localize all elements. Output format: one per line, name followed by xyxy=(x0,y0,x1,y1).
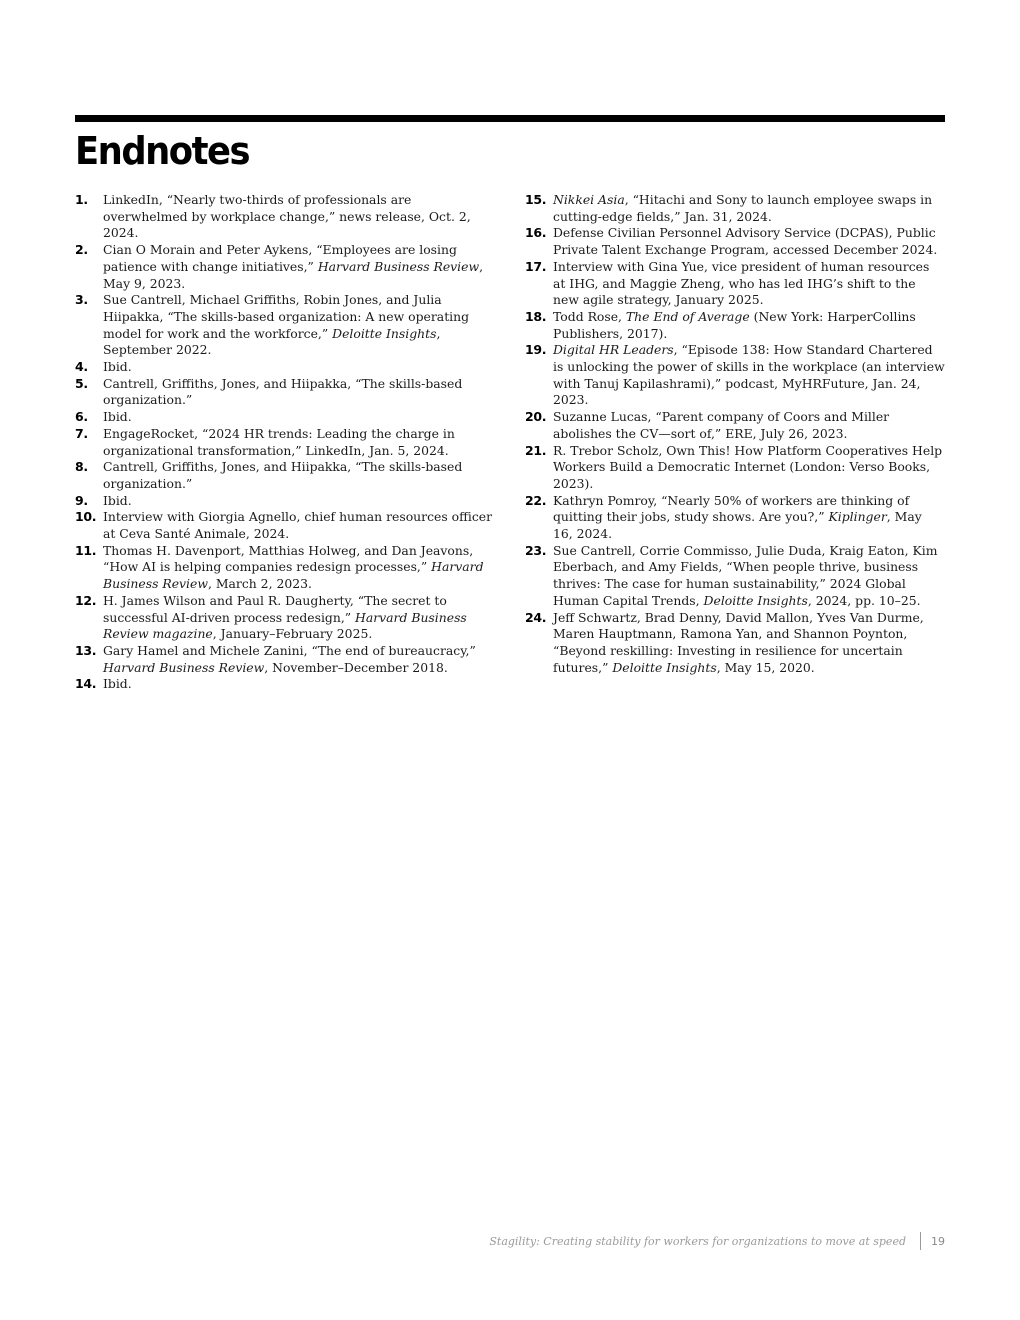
endnote-item xyxy=(75,242,495,292)
endnote-text xyxy=(103,359,495,376)
endnote-italic-title: Deloitte Insights xyxy=(612,659,717,675)
endnote-italic-title: Deloitte Insights xyxy=(332,325,437,341)
endnote-item xyxy=(525,409,945,442)
endnote-text-segment: , “Episode 138: How Standard Chartered is unlocking the power of skills in the workplace (an interview with Tanuj Kapilashrami),” podcast, MyHRFuture, Jan. 24, 2023. xyxy=(553,342,945,408)
endnote-item xyxy=(75,593,495,643)
endnote-text-segment: Cantrell, Griffiths, Jones, and Hiipakka, “The skills-based organization.” xyxy=(103,375,463,408)
endnote-item xyxy=(75,459,495,492)
endnote-number: 10. xyxy=(75,509,97,525)
endnote-text xyxy=(553,342,945,409)
endnote-text xyxy=(553,493,945,543)
endnotes-column-right xyxy=(525,192,945,676)
endnote-text-segment: Defense Civilian Personnel Advisory Service (DCPAS), Public Private Talent Exchange Program, accessed December 2024. xyxy=(553,225,938,258)
endnote-text xyxy=(103,409,495,426)
endnote-text-segment: LinkedIn, “Nearly two-thirds of professionals are overwhelmed by workplace change,” news release, Oct. 2, 2024. xyxy=(103,192,471,241)
endnote-text-segment: Todd Rose, xyxy=(553,308,626,324)
endnote-text-segment: , May 9, 2023. xyxy=(103,258,484,291)
endnote-text-segment: EngageRocket, “2024 HR trends: Leading the charge in organizational transformation,” LinkedIn, Jan. 5, 2024. xyxy=(103,425,455,458)
endnote-text-segment: , “Hitachi and Sony to launch employee swaps in cutting-edge fields,” Jan. 31, 2024. xyxy=(553,192,933,224)
endnote-number: 18. xyxy=(525,308,547,324)
endnote-text-segment: Ibid. xyxy=(103,676,132,692)
endnote-number: 2. xyxy=(75,242,88,258)
endnote-text-segment: H. James Wilson and Paul R. Daugherty, “The secret to successful AI-driven process redesign,” xyxy=(103,592,447,625)
endnote-text xyxy=(103,676,495,693)
endnote-number: 19. xyxy=(525,342,547,358)
endnote-item xyxy=(75,409,495,426)
endnote-italic-title: Harvard Business Review magazine xyxy=(103,609,467,642)
endnote-number: 7. xyxy=(75,425,88,441)
endnote-number: 5. xyxy=(75,375,88,391)
endnote-number: 23. xyxy=(525,542,547,558)
endnote-text-segment: Cantrell, Griffiths, Jones, and Hiipakka, “The skills-based organization.” xyxy=(103,459,463,491)
endnote-number: 4. xyxy=(75,359,88,375)
endnote-text-segment: Jeff Schwartz, Brad Denny, David Mallon, Yves Van Durme, Maren Hauptmann, Ramona Yan, and Shannon Poynton, “Beyond reskilling: Investing in resilience for uncertain futures,” xyxy=(553,609,924,675)
endnote-text-segment: , January–February 2025. xyxy=(212,626,373,642)
endnote-text xyxy=(103,192,495,242)
endnote-number: 9. xyxy=(75,492,88,508)
endnote-text xyxy=(553,610,945,677)
endnote-number: 16. xyxy=(525,225,547,241)
endnote-item xyxy=(75,426,495,459)
endnote-number: 12. xyxy=(75,592,97,608)
endnote-text xyxy=(103,543,495,593)
title-rule xyxy=(75,115,945,122)
endnote-text-segment: Suzanne Lucas, “Parent company of Coors and Miller abolishes the CV—sort of,” ERE, July 26, 2023. xyxy=(553,409,890,441)
endnote-text xyxy=(553,543,945,610)
endnote-italic-title: Harvard Business Review xyxy=(317,258,480,274)
endnote-text-segment: , September 2022. xyxy=(103,325,441,358)
endnote-item xyxy=(75,543,495,593)
endnote-text xyxy=(103,376,495,409)
endnote-number: 13. xyxy=(75,642,97,658)
endnote-item xyxy=(525,259,945,309)
endnote-italic-title: Nikkei Asia xyxy=(553,192,625,207)
endnote-item xyxy=(75,643,495,676)
endnote-text-segment: Interview with Gina Yue, vice president of human resources at IHG, and Maggie Zheng, who has led IHG’s shift to the new agile strategy, January 2025. xyxy=(553,258,930,308)
endnote-number: 20. xyxy=(525,409,547,425)
endnote-italic-title: The End of Average xyxy=(625,308,750,324)
endnotes-column-left xyxy=(75,192,495,693)
endnote-italic-title: Harvard Business Review xyxy=(103,659,265,675)
endnote-number: 8. xyxy=(75,459,88,475)
endnote-text xyxy=(103,593,495,643)
endnote-text xyxy=(553,192,945,225)
endnote-item xyxy=(75,192,495,242)
endnote-text xyxy=(553,309,945,342)
page-title: Endnotes xyxy=(75,129,250,173)
endnote-text-segment: (New York: HarperCollins Publishers, 2017). xyxy=(553,308,916,341)
endnote-text-segment: Cian O Morain and Peter Aykens, “Employees are losing patience with change initiatives,” xyxy=(103,242,457,274)
endnote-text-segment: Gary Hamel and Michele Zanini, “The end of bureaucracy,” xyxy=(103,642,476,658)
endnote-text xyxy=(103,643,495,676)
endnote-number: 3. xyxy=(75,292,88,308)
page-number: 19 xyxy=(931,1234,945,1248)
endnotes-list-left xyxy=(75,192,495,693)
endnote-number: 14. xyxy=(75,676,97,692)
endnote-number: 21. xyxy=(525,442,547,458)
endnote-italic-title: Kiplinger xyxy=(828,509,887,525)
endnote-number: 1. xyxy=(75,192,88,207)
endnote-item xyxy=(75,292,495,359)
endnote-item xyxy=(525,543,945,610)
endnote-item xyxy=(525,225,945,258)
endnote-text-segment: , March 2, 2023. xyxy=(207,576,312,592)
endnote-text xyxy=(553,409,945,442)
endnote-item xyxy=(75,509,495,542)
endnote-item xyxy=(75,493,495,510)
footer-document-title: Stagility: Creating stability for workers for organizations to move at speed xyxy=(489,1234,906,1248)
endnote-text-segment: , May 16, 2024. xyxy=(553,509,922,542)
endnote-text-segment: Ibid. xyxy=(103,409,132,425)
endnote-number: 24. xyxy=(525,609,547,625)
endnote-text xyxy=(103,493,495,510)
endnote-text-segment: Sue Cantrell, Corrie Commisso, Julie Duda, Kraig Eaton, Kim Eberbach, and Amy Fields, “When people thrive, business thrives: The case for human sustainability,” 2024 Global Human Capital Trends, xyxy=(553,542,938,608)
page-footer xyxy=(489,1232,945,1250)
endnote-item xyxy=(75,376,495,409)
endnote-item xyxy=(525,493,945,543)
endnote-text-segment: , May 15, 2020. xyxy=(716,659,815,675)
endnote-text xyxy=(103,459,495,492)
endnote-number: 6. xyxy=(75,409,88,425)
endnote-text-segment: Thomas H. Davenport, Matthias Holweg, and Dan Jeavons, “How AI is helping companies redesign processes,” xyxy=(103,542,474,575)
endnote-text xyxy=(103,509,495,542)
endnote-item xyxy=(525,342,945,409)
endnote-text-segment: Kathryn Pomroy, “Nearly 50% of workers are thinking of quitting their jobs, study shows. Are you?,” xyxy=(553,492,910,525)
endnote-text xyxy=(553,225,945,258)
endnote-text xyxy=(553,443,945,493)
endnote-item xyxy=(525,443,945,493)
endnote-italic-title: Digital HR Leaders xyxy=(553,342,674,358)
endnote-italic-title: Deloitte Insights xyxy=(703,592,808,608)
endnote-item xyxy=(75,359,495,376)
endnote-text-segment: Sue Cantrell, Michael Griffiths, Robin Jones, and Julia Hiipakka, “The skills-based organization: A new operating model for work and the workforce,” xyxy=(103,292,470,341)
endnote-text xyxy=(103,426,495,459)
endnote-number: 17. xyxy=(525,258,547,274)
endnote-text-segment: , November–December 2018. xyxy=(264,659,448,675)
endnotes-list-right xyxy=(525,192,945,676)
endnote-text-segment: Ibid. xyxy=(103,492,132,508)
endnote-italic-title: Harvard Business Review xyxy=(103,559,484,592)
endnote-text xyxy=(103,242,495,292)
endnote-number: 11. xyxy=(75,542,97,558)
endnote-item xyxy=(75,676,495,693)
endnote-text-segment: , 2024, pp. 10–25. xyxy=(807,592,921,608)
endnote-number: 22. xyxy=(525,492,547,508)
endnote-text xyxy=(103,292,495,359)
endnote-text-segment: Interview with Giorgia Agnello, chief human resources officer at Ceva Santé Animale, 2024. xyxy=(103,509,493,542)
endnote-item xyxy=(525,610,945,677)
endnote-number: 15. xyxy=(525,192,547,207)
endnote-text xyxy=(553,259,945,309)
endnote-item xyxy=(525,192,945,225)
endnote-item xyxy=(525,309,945,342)
endnote-text-segment: Ibid. xyxy=(103,359,132,375)
endnote-text-segment: R. Trebor Scholz, Own This! How Platform Cooperatives Help Workers Build a Democratic Internet (London: Verso Books, 2023). xyxy=(553,442,943,491)
